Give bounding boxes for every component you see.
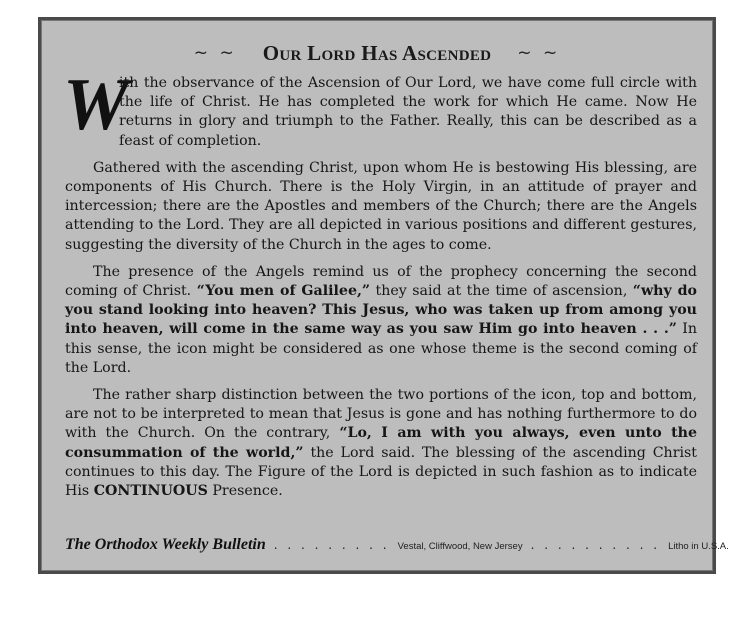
article-body <box>63 64 697 509</box>
drop-cap: W <box>63 64 129 146</box>
paragraph-4-text-e: Presence. <box>212 483 283 500</box>
article-title: Our Lord Has Ascended <box>262 40 492 65</box>
ornament-left-icon: ~ ~ <box>193 43 237 63</box>
leader-dots-1: . . . . . . . . . <box>273 538 390 552</box>
ornament-right-icon: ~ ~ <box>517 43 561 63</box>
paragraph-1-text: ith the observance of the Ascension of Our Lord, we have come full circle with the life of Christ. He has completed the work for which He came. Now He returns in glory and triumph to the Father. Really, this can be described as a feast of completion. <box>119 75 697 149</box>
publisher-location: Vestal, Cliffwood, New Jersey <box>397 541 523 552</box>
leader-dots-2: . . . . . . . . . . <box>530 538 661 552</box>
paragraph-3-text-c: they said at the time of ascension, <box>375 283 628 300</box>
paragraph-4-text-a: The rather sharp distinction between the two portions of the icon, top and bottom, are not to be interpreted to mean that Jesus is gone and has nothing furthermore to do with the Church. On the contrary, <box>65 387 697 442</box>
paragraph-3-text-e: In this sense, the icon might be considered as one whose theme is the second coming of the Lord. <box>65 321 697 376</box>
publication-name: The Orthodox Weekly Bulletin <box>65 536 266 553</box>
paragraph-2: Gathered with the ascending Christ, upon whom He is bestowing His blessing, are components of His Church. There is the Holy Virgin, in an attitude of prayer and intercession; there are the Apostles and members of the Church; there are the Angels attending to the Lord. They are all depicted in various positions and different gestures, suggesting the diversity of the Church in the ages to come. <box>65 159 697 253</box>
title-row <box>41 40 713 66</box>
paragraph-3-text-a: The presence of the Angels remind us of the prophecy concerning the second coming of Christ. <box>65 263 697 300</box>
emphasis-continuous: CONTINUOUS <box>93 483 208 500</box>
quote-galilee: “You men of Galilee,” <box>196 283 371 300</box>
printer-note: Litho in U.S.A. <box>668 541 729 552</box>
bulletin-panel <box>38 17 729 574</box>
footer <box>65 536 729 558</box>
paragraph-4 <box>65 386 697 501</box>
quote-always: “Lo, I am with you always, even unto the consummation of the world,” <box>65 425 697 461</box>
paragraph-1 <box>63 64 697 151</box>
paragraph-3 <box>65 263 697 378</box>
quote-heaven: “why do you stand looking into heaven? This Jesus, who was taken up from among you into heaven, will come in the same way as you saw Him go into heaven . . .” <box>65 283 697 338</box>
paragraph-4-text-c: the Lord said. The blessing of the ascending Christ continues to this day. The Figure of the Lord is depicted in such fashion as to indicate His <box>65 444 697 500</box>
